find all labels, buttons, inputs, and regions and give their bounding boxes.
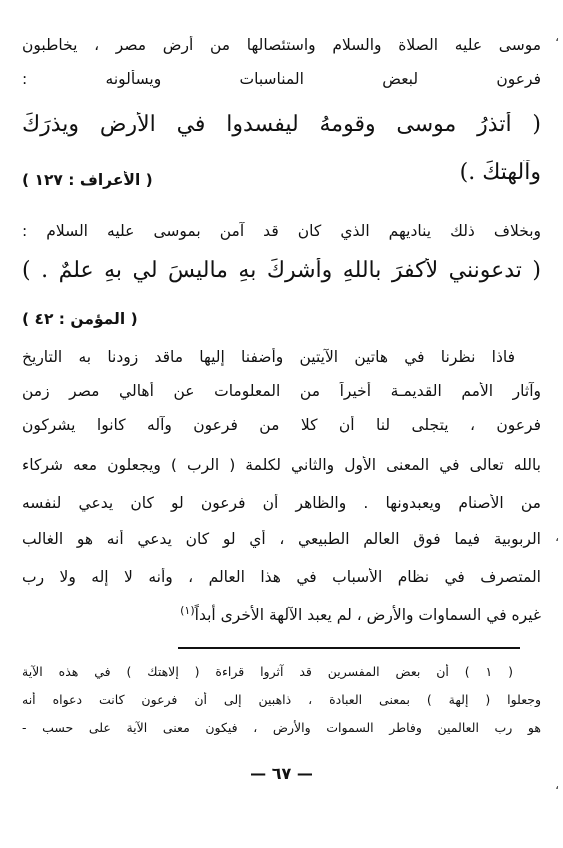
margin-mark-top: ،: [555, 30, 559, 44]
footnote-line-2: وجعلوا ( إلهة ) بمعنى العبادة ، ذاهبين إلى أن فرعون كانت دعواه أنه: [22, 692, 541, 707]
paragraph-line-6: الربوبية فيما فوق العالم الطبيعي ، أي لو كان يدعي أنه هو الغالب: [22, 530, 541, 548]
paragraph-line-7: المتصرف في نظام الأسباب في هذا العالم ، وأنه لا إله ولا رب: [22, 568, 541, 586]
margin-mark-middle: ،: [555, 530, 559, 544]
paragraph-line-3: فرعون ، يتجلى لنا أن كلا من فرعون وآله كانوا يشركون: [22, 416, 541, 434]
footnote-line-3: هو رب العالمين وفاطر السموات والأرض ، فيكون معنى الآية على حسب -: [22, 720, 541, 735]
paragraph-line-4: بالله تعالى في المعنى الأول والثاني لكلمة ( الرب ) ويجعلون معه شركاء: [22, 456, 541, 474]
text-line-1: موسى عليه الصلاة والسلام واستئصالها من أرض مصر ، يخاطبون: [22, 36, 541, 54]
quran-verse-1-line-1: ( أتذرُ موسى وقومهُ ليفسدوا في الأرضِ ويذرَكَ: [22, 112, 541, 137]
page-number: — ٦٧ —: [250, 764, 313, 783]
margin-mark-bottom: ،: [555, 778, 559, 792]
footnote-line-1: ( ١ ) أن بعض المفسرين قد آثروا قراءة ( إلاهتك ) في هذه الآية: [22, 664, 513, 679]
paragraph-line-8-text: غيره في السماوات والأرض ، لم يعبد الآلهة الأخرى أبداً: [194, 606, 541, 625]
quran-verse-1-line-2: وآلهتكَ .): [459, 160, 541, 185]
footnote-marker: (١): [180, 604, 195, 617]
text-line-2: فرعون لبعض المناسبات ويسألونه :: [22, 70, 541, 88]
verse-1-reference: ( الأعراف : ١٢٧ ): [22, 171, 153, 189]
verse-2-reference: ( المؤمن : ٤٢ ): [22, 310, 138, 328]
paragraph-line-8: [22, 604, 541, 625]
paragraph-line-2: وآثار الأمم القديمـة أخيراً من المعلومات عن أهالي مصر زمن: [22, 382, 541, 400]
text-line-3: وبخلاف ذلك يناديهم الذي كان قد آمن بموسى عليه السلام :: [22, 222, 541, 240]
paragraph-line-5: من الأصنام ويعبدونها . والظاهر أن فرعون لو كان يدعي لنفسه: [22, 494, 541, 512]
quran-verse-2: ( تدعونني لأكفرَ باللهِ وأشركَ بهِ ماليسَ لي بهِ علمٌ . ): [22, 258, 541, 283]
paragraph-line-1: فاذا نظرنا في هاتين الآيتين وأضفنا إليها ماقد زودنا به التاريخ: [22, 348, 515, 366]
footnote-divider: [178, 647, 520, 649]
